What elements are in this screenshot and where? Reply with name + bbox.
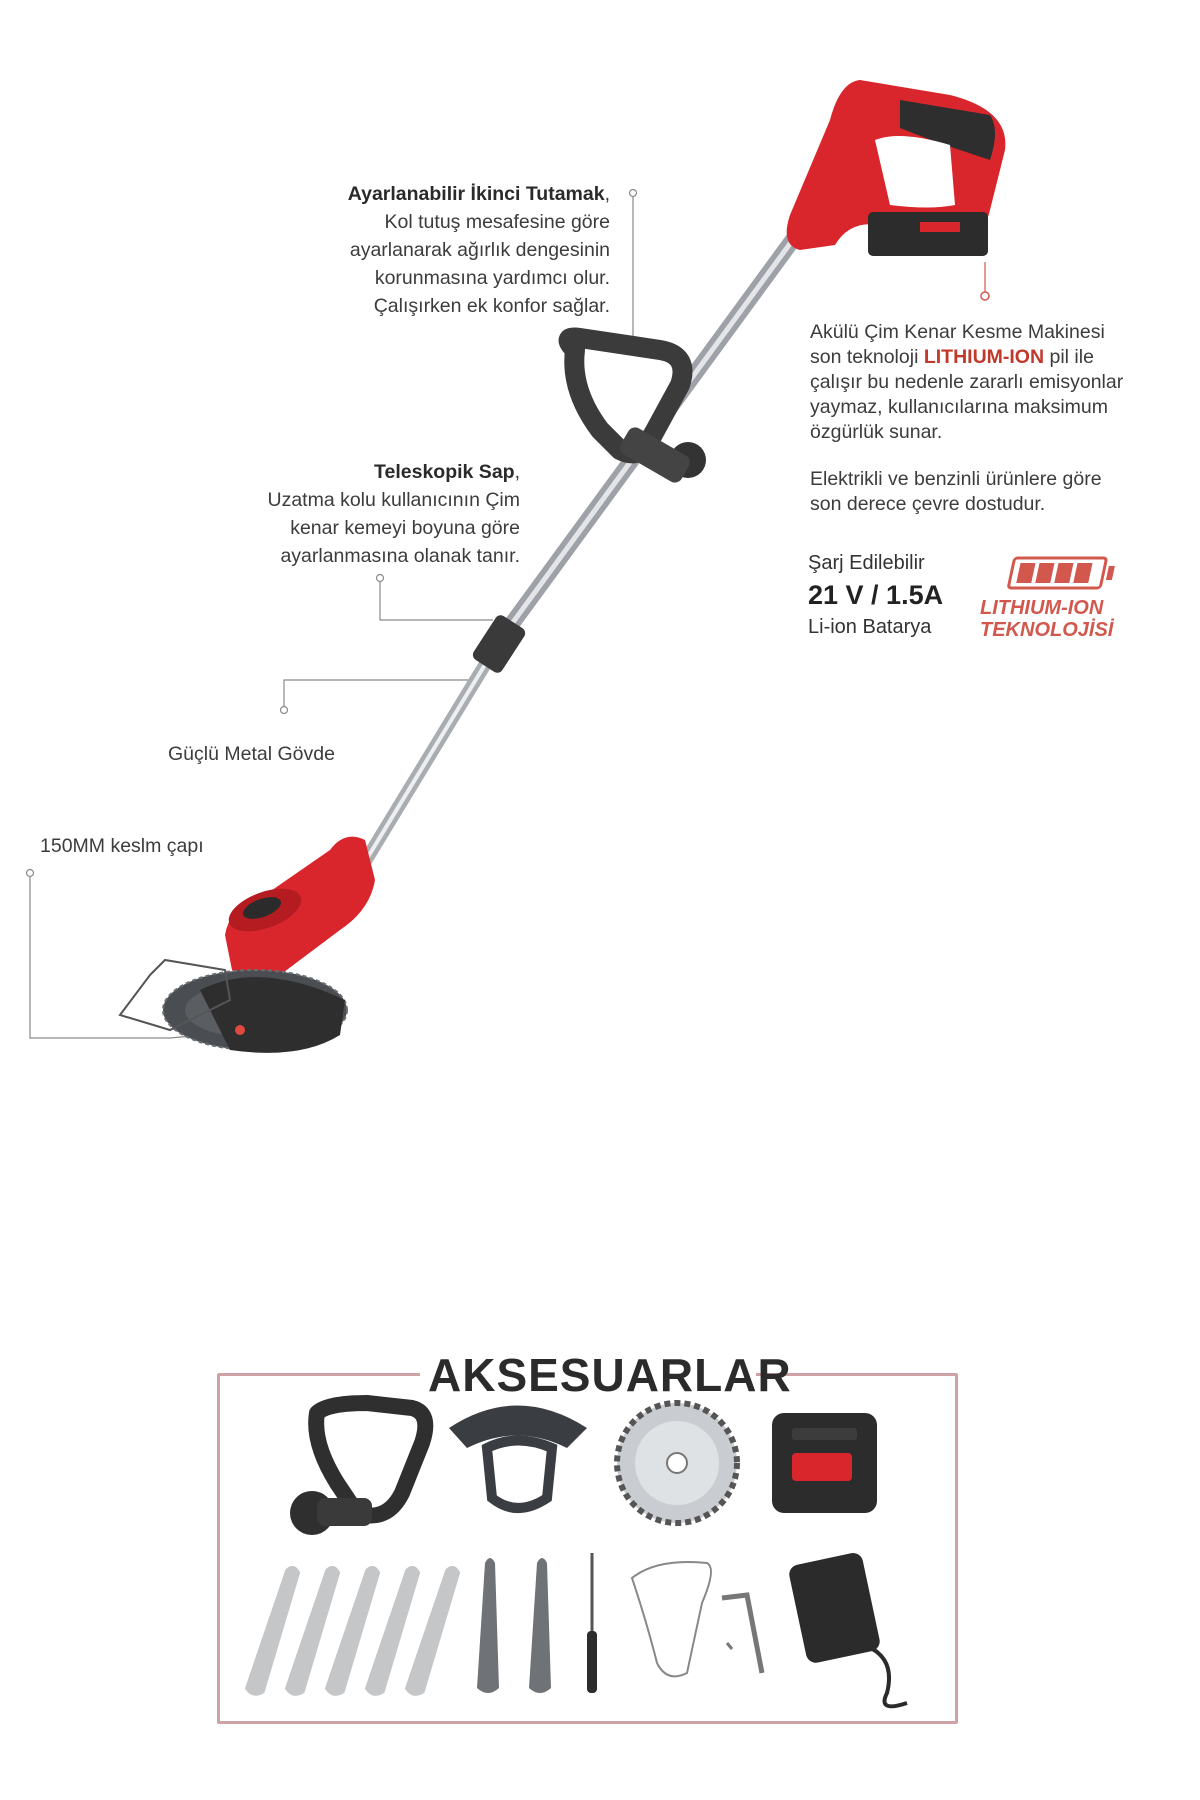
feature-handle-line-1: Kol tutuş mesafesine göre bbox=[384, 211, 610, 233]
wire-guard-icon bbox=[632, 1562, 711, 1676]
feature-telescopic-line-3: ayarlanmasına olanak tanır. bbox=[280, 545, 520, 567]
feature-handle-line-3: korunmasına yardımcı olur. bbox=[374, 267, 610, 289]
feature-handle: Ayarlanabilir İkinci Tutamak, Kol tutuş mesafesine göre ayarlanarak ağırlık dengesinin korunmasına yardımcı olur. Çalışırken ek konfor sağlar. bbox=[250, 180, 610, 320]
desc-line-2: son teknoloji LITHIUM-ION pil ile bbox=[810, 346, 1094, 368]
desc-line-4: yaymaz, kullanıcılarına maksimum bbox=[810, 396, 1109, 418]
main-handle bbox=[787, 80, 1006, 256]
saw-blade-accessory-icon bbox=[617, 1403, 737, 1523]
desc-line-5: özgürlük sunar. bbox=[810, 421, 943, 443]
battery-spec-value: 21 V / 1.5A bbox=[808, 580, 944, 610]
feature-metal-body: Güçlü Metal Gövde bbox=[168, 743, 335, 765]
blade-guard-icon bbox=[449, 1406, 587, 1509]
telescopic-shaft bbox=[360, 230, 800, 870]
desc-line-6: Elektrikli ve benzinli ürünlere göre bbox=[810, 468, 1102, 490]
battery-spec-line-3: Li-ion Batarya bbox=[808, 616, 932, 638]
feature-handle-title: Ayarlanabilir İkinci Tutamak bbox=[347, 183, 605, 205]
battery-callout-dot bbox=[981, 292, 989, 300]
aux-handle-accessory-icon bbox=[290, 1403, 425, 1535]
charger-icon bbox=[787, 1551, 907, 1706]
feature-telescopic-title: Teleskopik Sap bbox=[374, 461, 515, 483]
feature-cut-diameter: 150MM keslm çapı bbox=[40, 835, 204, 857]
plastic-blades-icon bbox=[244, 1561, 461, 1699]
badge-line-1: LITHIUM-ION bbox=[980, 597, 1104, 619]
feature-telescopic-line-2: kenar kemeyi boyuna göre bbox=[290, 517, 520, 539]
metal-blades-icon bbox=[477, 1558, 551, 1693]
battery-accessory-icon bbox=[772, 1413, 877, 1513]
motor-head bbox=[223, 837, 375, 982]
desc-line-7: son derece çevre dostudur. bbox=[810, 493, 1046, 515]
desc-line-3: çalışır bu nedenle zararlı emisyonlar bbox=[810, 371, 1124, 393]
feature-handle-line-2: ayarlanarak ağırlık dengesinin bbox=[349, 239, 610, 261]
accessories-items bbox=[217, 1373, 957, 1723]
feature-telescopic: Teleskopik Sap, Uzatma kolu kullanıcının Çim kenar kemeyi boyuna göre ayarlanmasına olanak tanır. bbox=[170, 458, 520, 570]
saw-blade bbox=[120, 960, 347, 1053]
hex-key-icon bbox=[722, 1595, 762, 1673]
accessories-title: AKSESUARLAR bbox=[420, 1348, 756, 1402]
lithium-highlight: LITHIUM-ION bbox=[923, 346, 1045, 368]
feature-telescopic-line-1: Uzatma kolu kullanıcının Çim bbox=[267, 489, 520, 511]
battery-spec-line-1: Şarj Edilebilir bbox=[808, 552, 925, 574]
feature-handle-line-4: Çalışırken ek konfor sağlar. bbox=[373, 295, 610, 317]
desc-line-1: Akülü Çim Kenar Kesme Makinesi bbox=[810, 321, 1105, 343]
battery-pack bbox=[868, 212, 988, 256]
badge-line-2: TEKNOLOJİSİ bbox=[980, 619, 1114, 641]
screwdriver-icon bbox=[587, 1553, 597, 1693]
